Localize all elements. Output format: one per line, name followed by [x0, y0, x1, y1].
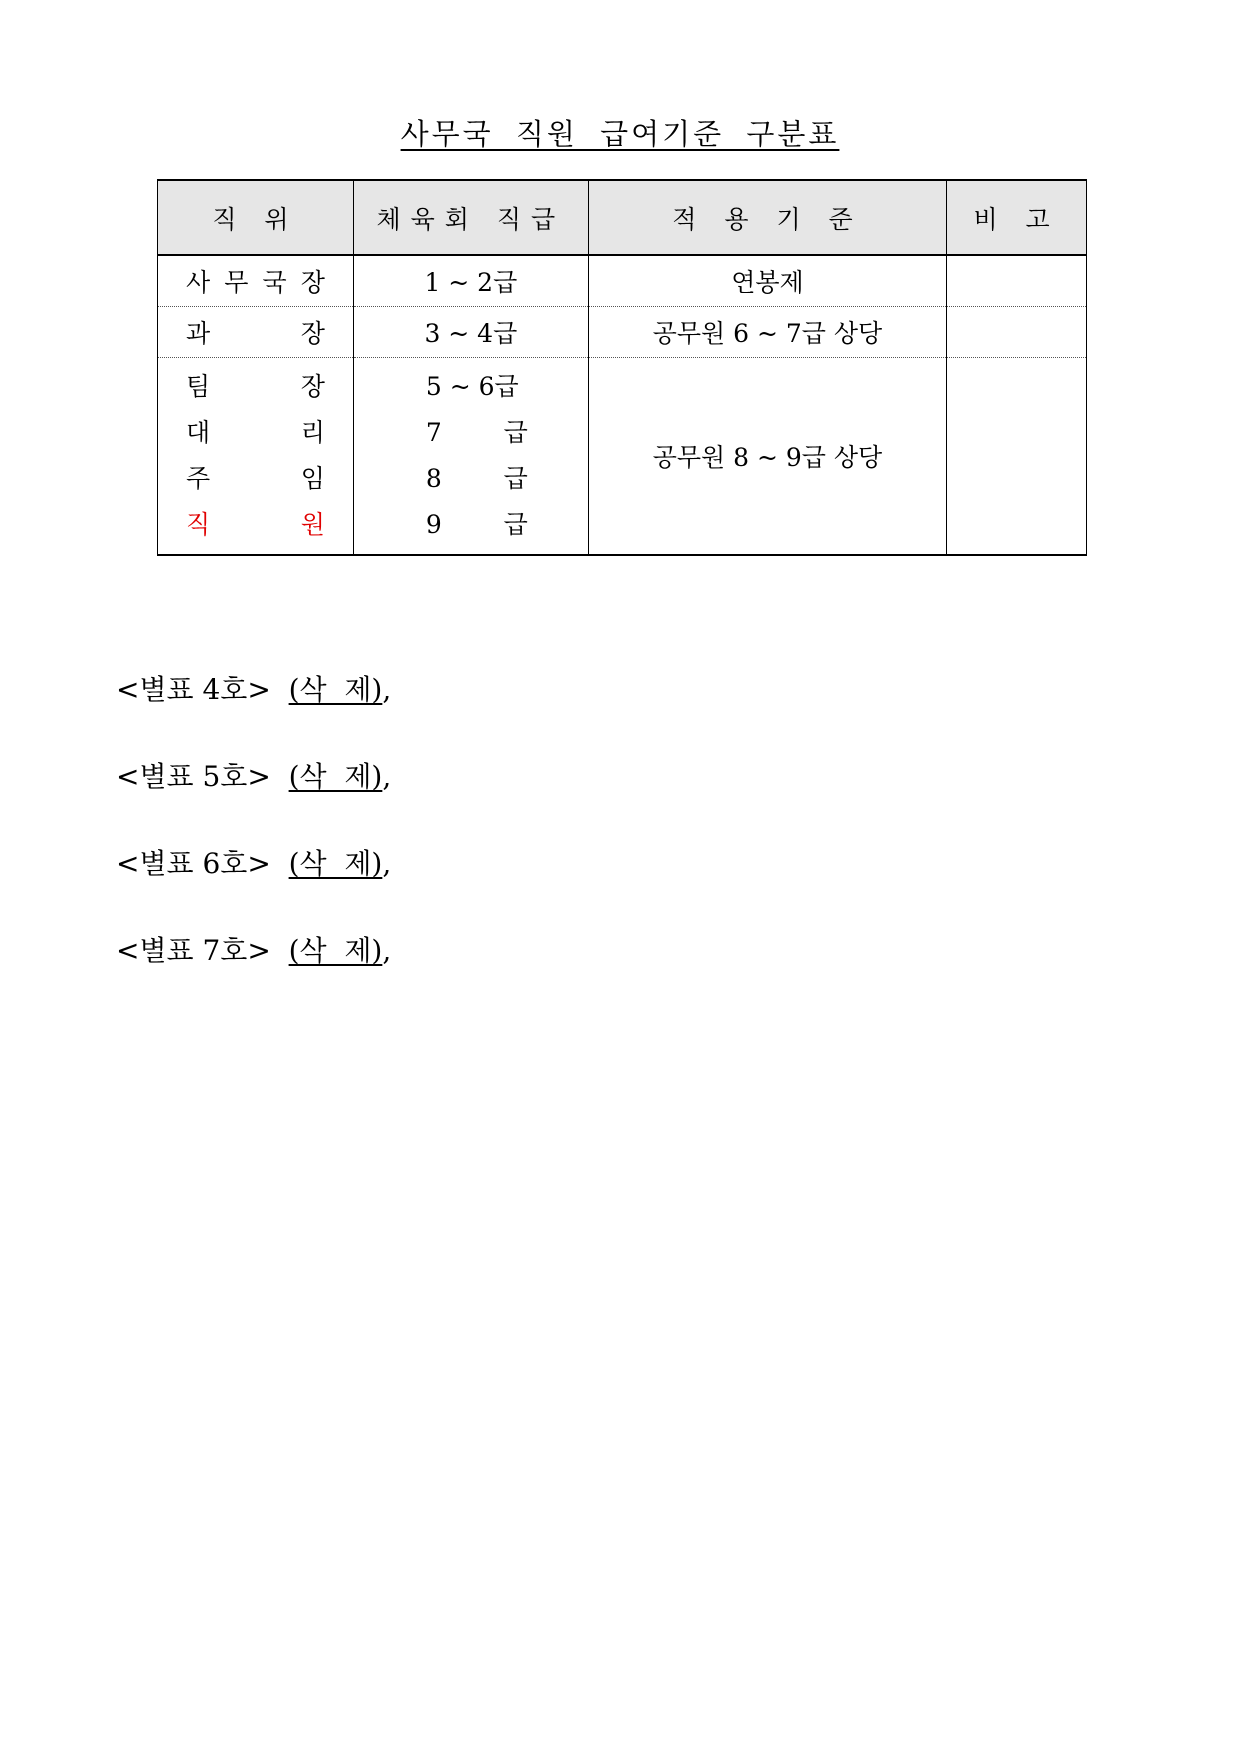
position-char: 임: [300, 464, 325, 493]
table-row: [158, 358, 1087, 556]
attachment-label: <별표 6호>: [116, 847, 271, 880]
table-header-row: [158, 180, 1087, 255]
attachment-suffix: ,: [382, 934, 392, 967]
table-row: [158, 307, 1087, 358]
position-staff: [158, 502, 353, 548]
note-cell: [947, 307, 1087, 358]
grade-cell: [353, 358, 588, 556]
deleted-mark: (삭 제): [288, 673, 383, 706]
attachment-line: [116, 755, 391, 795]
position-char: 직: [186, 510, 211, 539]
position-char: 원: [300, 510, 325, 539]
standard-cell: 연봉제: [588, 255, 946, 307]
header-position: 직 위: [158, 180, 354, 255]
attachment-line: [116, 668, 391, 708]
grade-unit: 급: [503, 418, 528, 447]
document-title: [0, 112, 1240, 153]
position-char: 장: [300, 319, 325, 348]
position-char: 팀: [186, 372, 211, 401]
position-secretary-general: [158, 263, 353, 299]
attachment-suffix: ,: [382, 760, 392, 793]
position-char: 주: [186, 464, 211, 493]
grade-unit: 급: [503, 510, 528, 539]
table-row: [158, 255, 1087, 307]
grade-value: 5 ~ 6급: [425, 372, 519, 401]
position-section-chief: [158, 314, 353, 350]
position-char: 장: [300, 372, 325, 401]
attachment-label: <별표 5호>: [116, 760, 271, 793]
grade-cell: 3 ~ 4급: [353, 307, 588, 358]
grade-unit: 급: [503, 464, 528, 493]
grade-number: 9: [425, 510, 442, 539]
position-stack: [158, 364, 353, 548]
header-standard: 적 용 기 준: [588, 180, 946, 255]
attachment-label: <별표 4호>: [116, 673, 271, 706]
position-char: 리: [300, 418, 325, 447]
grade-number: 7: [425, 418, 442, 447]
grade-stack: [354, 364, 588, 548]
salary-grade-table: [157, 179, 1087, 556]
header-note: 비 고: [947, 180, 1087, 255]
title-text: 사무국 직원 급여기준 구분표: [400, 117, 840, 151]
grade-number: 8: [425, 464, 442, 493]
position-senior-staff: [158, 456, 353, 502]
grade-line: [354, 364, 588, 410]
grade-line: [354, 456, 588, 502]
position-cell: [158, 358, 354, 556]
deleted-mark: (삭 제): [288, 760, 383, 793]
position-char: 과: [186, 319, 211, 348]
attachment-line: [116, 842, 391, 882]
attachment-suffix: ,: [382, 847, 392, 880]
grade-line: [354, 410, 588, 456]
position-char: 사: [186, 268, 211, 297]
position-char: 무: [224, 268, 249, 297]
standard-cell: 공무원 6 ~ 7급 상당: [588, 307, 946, 358]
position-cell: [158, 255, 354, 307]
grade-cell: 1 ~ 2급: [353, 255, 588, 307]
grade-line: [354, 502, 588, 548]
standard-cell: 공무원 8 ~ 9급 상당: [588, 358, 946, 556]
deleted-mark: (삭 제): [288, 934, 383, 967]
position-char: 장: [300, 268, 325, 297]
attachment-label: <별표 7호>: [116, 934, 271, 967]
attachment-line: [116, 929, 391, 969]
position-char: 국: [262, 268, 287, 297]
note-cell: [947, 255, 1087, 307]
deleted-mark: (삭 제): [288, 847, 383, 880]
note-cell: [947, 358, 1087, 556]
position-cell: [158, 307, 354, 358]
position-assistant-manager: [158, 410, 353, 456]
position-team-leader: [158, 364, 353, 410]
attachment-suffix: ,: [382, 673, 392, 706]
position-char: 대: [186, 418, 211, 447]
header-grade: 체육회 직급: [353, 180, 588, 255]
